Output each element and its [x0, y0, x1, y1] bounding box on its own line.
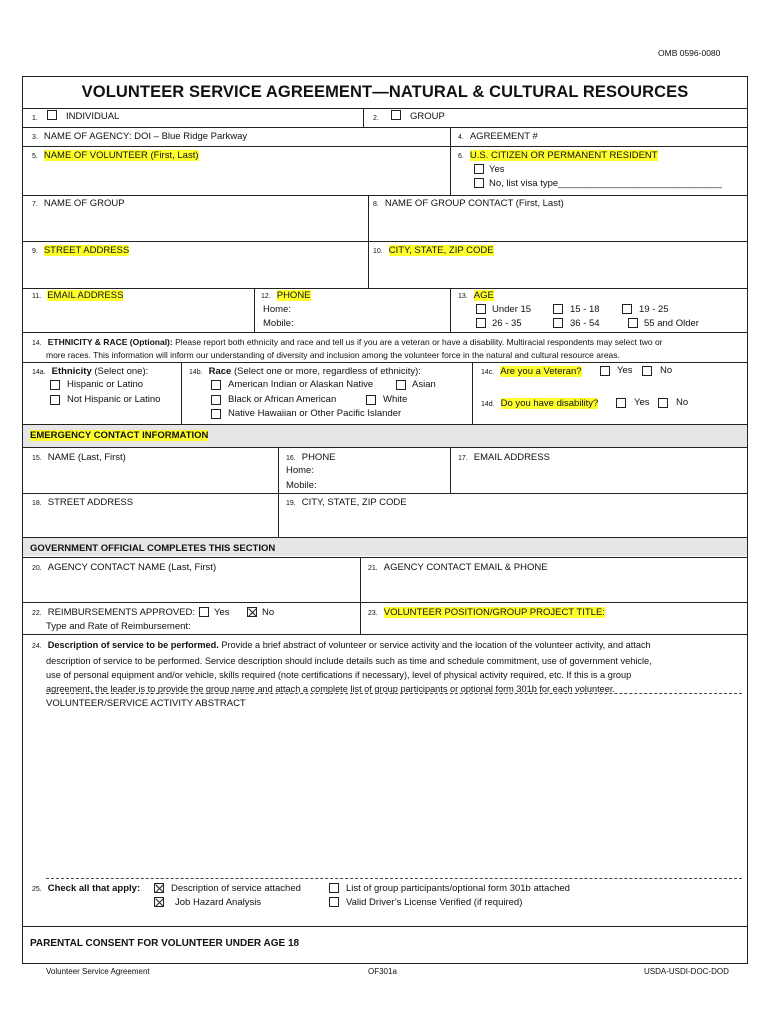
agreement-number-label: AGREEMENT # — [469, 131, 538, 142]
ethnicity-label: Ethnicity — [51, 366, 92, 377]
emergency-heading: EMERGENCY CONTACT INFORMATION — [30, 430, 209, 441]
home-phone-label: Home: — [263, 304, 291, 315]
age-label: AGE — [473, 290, 494, 301]
disability-label: Do you have disability? — [500, 398, 599, 409]
job-hazard-checkbox[interactable] — [154, 897, 164, 907]
license-verified-label: Valid Driver’s License Verified (if required) — [346, 897, 523, 908]
reimbursement-no-label: No — [262, 607, 275, 618]
age-26-35-checkbox[interactable] — [476, 318, 486, 328]
footer-right: USDA-USDI-DOC-DOD — [644, 967, 729, 976]
age-15-18-label: 15 - 18 — [570, 304, 600, 315]
email-label: EMAIL ADDRESS — [47, 290, 124, 301]
emergency-name-label: NAME (Last, First) — [47, 452, 126, 463]
participants-list-checkbox[interactable] — [329, 883, 339, 893]
group-contact-label: NAME OF GROUP CONTACT (First, Last) — [384, 198, 564, 209]
description-attached-label: Description of service attached — [171, 883, 301, 894]
abstract-label: VOLUNTEER/SERVICE ACTIVITY ABSTRACT — [46, 698, 246, 709]
individual-label: INDIVIDUAL — [66, 111, 120, 122]
disability-no-label: No — [676, 397, 689, 408]
age-under15-label: Under 15 — [492, 304, 532, 315]
emergency-street-label: STREET ADDRESS — [47, 497, 134, 508]
hawaiian-checkbox[interactable] — [211, 409, 221, 419]
emergency-city-label: CITY, STATE, ZIP CODE — [301, 497, 407, 508]
age-36-54-label: 36 - 54 — [570, 318, 600, 329]
left-border — [22, 76, 23, 964]
top-rule — [22, 76, 748, 77]
disability-no-checkbox[interactable] — [658, 398, 668, 408]
age-15-18-checkbox[interactable] — [553, 304, 563, 314]
disability-yes-label: Yes — [634, 397, 650, 408]
right-border — [747, 76, 748, 964]
omb-number: OMB 0596-0080 — [658, 48, 721, 58]
reimbursements-label: REIMBURSEMENTS APPROVED: — [47, 607, 196, 618]
black-checkbox[interactable] — [211, 395, 221, 405]
description-heading: Description of service to be performed. — [47, 640, 219, 650]
emergency-phone-label: PHONE — [301, 452, 336, 463]
citizen-yes-label: Yes — [489, 164, 505, 175]
agency-name: NAME OF AGENCY: DOI – Blue Ridge Parkway — [43, 131, 248, 142]
description-text-1: Provide a brief abstract of volunteer or service activity and the location of the volunteer activity, and attach — [218, 640, 651, 650]
parental-consent-heading: PARENTAL CONSENT FOR VOLUNTEER UNDER AGE 18 — [30, 938, 300, 949]
hawaiian-label: Native Hawaiian or Other Pacific Islander — [228, 408, 402, 419]
race-label: Race — [208, 366, 232, 377]
description-text-3: use of personal equipment and/or vehicle, skills required (note certifications if necessary), level of physical activity required, etc. If this is a group — [46, 670, 632, 680]
footer-left: Volunteer Service Agreement — [46, 967, 150, 976]
agreement-number-field[interactable] — [535, 130, 745, 144]
white-label: White — [383, 394, 408, 405]
black-label: Black or African American — [228, 394, 337, 405]
mobile-phone-label: Mobile: — [263, 318, 294, 329]
age-19-25-label: 19 - 25 — [639, 304, 669, 315]
participants-list-label: List of group participants/optional form 301b attached — [346, 883, 570, 894]
not-hispanic-label: Not Hispanic or Latino — [67, 394, 161, 405]
american-indian-checkbox[interactable] — [211, 380, 221, 390]
age-55-older-label: 55 and Older — [644, 318, 699, 329]
volunteer-name-field[interactable] — [30, 164, 445, 192]
volunteer-name-label: NAME OF VOLUNTEER (First, Last) — [43, 150, 199, 161]
description-text-4: agreement, the leader is to provide the group name and attach a complete list of group participants or optional form 301b for each volunteer. — [46, 684, 615, 694]
ethnicity-race-instructions-2: more races. This information will inform our understanding of diversity and inclusion among the volunteer force in the natural and cultural resource areas. — [46, 350, 620, 360]
job-hazard-label: Job Hazard Analysis — [175, 897, 262, 908]
group-name-label: NAME OF GROUP — [43, 198, 125, 209]
american-indian-label: American Indian or Alaskan Native — [228, 379, 374, 390]
veteran-yes-checkbox[interactable] — [600, 366, 610, 376]
group-checkbox[interactable] — [391, 110, 401, 120]
emergency-email-label: EMAIL ADDRESS — [473, 452, 550, 463]
veteran-no-checkbox[interactable] — [642, 366, 652, 376]
age-55-older-checkbox[interactable] — [628, 318, 638, 328]
description-attached-checkbox[interactable] — [154, 883, 164, 893]
age-26-35-label: 26 - 35 — [492, 318, 522, 329]
form-title: VOLUNTEER SERVICE AGREEMENT—NATURAL & CULTURAL RESOURCES — [81, 83, 689, 101]
abstract-field[interactable] — [46, 712, 742, 876]
white-checkbox[interactable] — [366, 395, 376, 405]
check-all-label: Check all that apply: — [47, 883, 141, 894]
citizen-yes-checkbox[interactable] — [474, 164, 484, 174]
emergency-home-label: Home: — [286, 465, 314, 476]
reimbursement-yes-label: Yes — [214, 607, 230, 618]
footer-form-number: OF301a — [368, 967, 397, 976]
hispanic-label: Hispanic or Latino — [67, 379, 144, 390]
city-state-zip-label: CITY, STATE, ZIP CODE — [388, 245, 494, 256]
agency-contact-email-label: AGENCY CONTACT EMAIL & PHONE — [383, 562, 548, 573]
asian-checkbox[interactable] — [396, 380, 406, 390]
phone-label: PHONE — [276, 290, 311, 301]
age-under15-checkbox[interactable] — [476, 304, 486, 314]
ethnicity-race-instructions-1: Please report both ethnicity and race and tell us if you are a veteran or have a disability. Multiracial respondents may select two or — [172, 337, 663, 347]
veteran-no-label: No — [660, 365, 673, 376]
citizen-no-checkbox[interactable] — [474, 178, 484, 188]
license-verified-checkbox[interactable] — [329, 897, 339, 907]
government-heading: GOVERNMENT OFFICIAL COMPLETES THIS SECTION — [30, 543, 276, 554]
asian-label: Asian — [412, 379, 436, 390]
age-19-25-checkbox[interactable] — [622, 304, 632, 314]
group-label: GROUP — [410, 111, 445, 122]
visa-type-field[interactable]: No, list visa type_______________________________ — [489, 178, 722, 189]
description-text-2: description of service to be performed. Service description should include details such as time and schedule commitment, use of government vehicle, — [46, 656, 652, 666]
reimbursement-yes-checkbox[interactable] — [199, 607, 209, 617]
agency-contact-name-label: AGENCY CONTACT NAME (Last, First) — [47, 562, 217, 573]
citizen-label: U.S. CITIZEN OR PERMANENT RESIDENT — [469, 150, 658, 161]
reimbursement-no-checkbox[interactable] — [247, 607, 257, 617]
street-address-label: STREET ADDRESS — [43, 245, 130, 256]
individual-checkbox[interactable] — [47, 110, 57, 120]
veteran-yes-label: Yes — [617, 365, 633, 376]
hispanic-checkbox[interactable] — [50, 380, 60, 390]
reimbursement-rate-label: Type and Rate of Reimbursement: — [46, 621, 191, 632]
position-title-label: VOLUNTEER POSITION/GROUP PROJECT TITLE: — [383, 607, 605, 618]
emergency-mobile-label: Mobile: — [286, 480, 317, 491]
ethnicity-race-heading: ETHNICITY & RACE (Optional): — [47, 337, 173, 347]
disability-yes-checkbox[interactable] — [616, 398, 626, 408]
not-hispanic-checkbox[interactable] — [50, 395, 60, 405]
veteran-label: Are you a Veteran? — [500, 366, 582, 377]
age-36-54-checkbox[interactable] — [553, 318, 563, 328]
